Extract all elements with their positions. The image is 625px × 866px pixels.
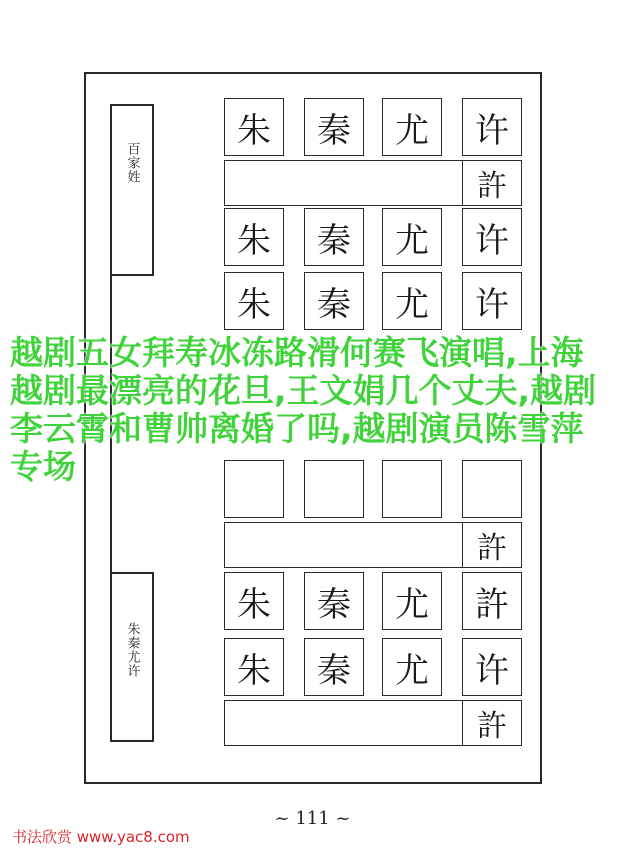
grid-cell: 许 [462,98,522,156]
grid-row [224,208,522,268]
grid-cell: 朱 [224,638,284,696]
page-number: ~ 111 ~ [274,808,351,829]
grid-row [224,638,522,698]
overlay-title: 越剧五女拜寿冰冻路滑何赛飞演唱,上海越剧最漂亮的花旦,王文娟几个丈夫,越剧李云霄和曹帅离婚了吗,越剧演员陈雪萍专场 [10,333,597,486]
label-box-bottom [110,572,154,742]
grid-cell: 秦 [304,98,364,156]
extra-cell: 許 [462,522,522,568]
grid-cell: 秦 [304,572,364,630]
grid-cell: 许 [462,638,522,696]
grid-cell: 秦 [304,638,364,696]
grid-cell: 尤 [382,208,442,266]
grid-cell: 朱 [224,572,284,630]
grid-cell: 许 [462,272,522,330]
grid-cell: 尤 [382,272,442,330]
grid-cell: 尤 [382,98,442,156]
grid-cell: 秦 [304,208,364,266]
label-box-top [110,104,154,276]
grid-row [224,98,522,158]
grid-cell: 許 [462,572,522,630]
extra-cell: 許 [462,700,522,746]
grid-cell: 许 [462,208,522,266]
grid-cell: 朱 [224,98,284,156]
grid-row [224,272,522,332]
grid-cell: 尤 [382,572,442,630]
grid-cell: 尤 [382,638,442,696]
grid-cell: 朱 [224,272,284,330]
grid-row [224,572,522,632]
grid-cell: 秦 [304,272,364,330]
extra-cell: 許 [462,160,522,206]
label-bottom: 朱秦尤许 [124,622,140,678]
grid-cell: 朱 [224,208,284,266]
watermark: 书法欣赏 www.yac8.com [12,828,190,846]
label-top: 百家姓 [124,142,140,184]
